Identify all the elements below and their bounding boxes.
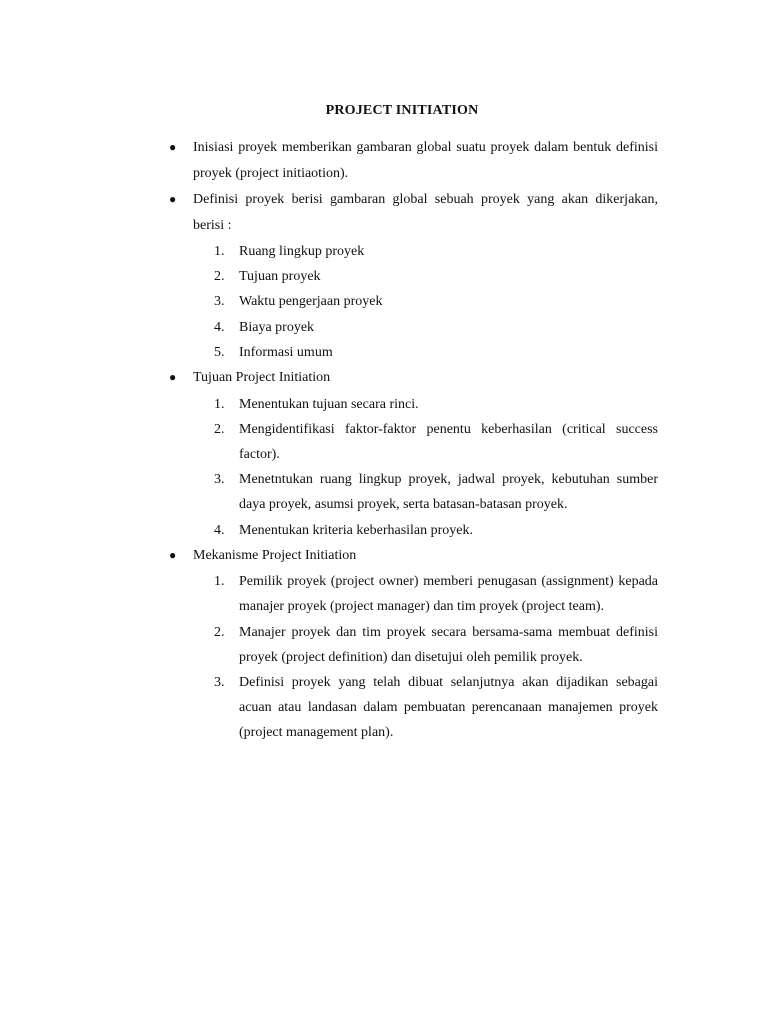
bullet-item: [168, 135, 658, 186]
list-item-number: 3.: [214, 675, 225, 691]
list-item: [214, 289, 658, 314]
bullet-text: Definisi proyek berisi gambaran global sebuah proyek yang akan dikerjakan, berisi :: [193, 192, 658, 233]
bullet-item: [168, 543, 658, 569]
list-item-text: Ruang lingkup proyek: [239, 244, 365, 259]
list-item: [214, 340, 658, 365]
list-item-text: Pemilik proyek (project owner) memberi penugasan (assignment) kepada manajer proyek (project manager) dan tim proyek (project team).: [239, 574, 658, 615]
list-item-number: 1.: [214, 244, 225, 259]
list-item-text: Menentukan tujuan secara rinci.: [239, 396, 419, 412]
list-item-number: 1.: [214, 396, 225, 412]
list-item-text: Definisi proyek yang telah dibuat selanjutnya akan dijadikan sebagai acuan atau landasan dalam pembuatan perencanaan manajemen proyek (project management plan).: [239, 675, 658, 741]
list-item-text: Informasi umum: [239, 344, 333, 360]
list-item: [214, 670, 658, 746]
list-item-text: Waktu pengerjaan proyek: [239, 294, 383, 310]
page-title: PROJECT INITIATION: [325, 103, 479, 118]
list-item-text: Manajer proyek dan tim proyek secara bersama-sama membuat definisi proyek (project definition) dan disetujui oleh pemilik proyek.: [239, 624, 658, 665]
list-item-number: 3.: [214, 294, 225, 310]
list-item-number: 2.: [214, 269, 225, 285]
bullet-dot-icon: ●: [169, 140, 177, 154]
bullet-dot-icon: ●: [169, 192, 177, 206]
list-item-number: 3.: [214, 472, 225, 488]
list-item-number: 1.: [214, 574, 225, 590]
list-item-number: 2.: [214, 421, 225, 437]
list-item: [214, 467, 658, 517]
bullet-item: [168, 187, 658, 238]
list-item-number: 4.: [214, 522, 225, 538]
list-item-number: 5.: [214, 344, 225, 360]
list-item-text: Menetntukan ruang lingkup proyek, jadwal proyek, kebutuhan sumber daya proyek, asumsi proyek, serta batasan-batasan proyek.: [239, 472, 658, 513]
list-item-text: Biaya proyek: [239, 319, 315, 335]
list-item-text: Menentukan kriteria keberhasilan proyek.: [239, 522, 474, 538]
list-item: [214, 620, 658, 670]
list-item: [214, 392, 658, 417]
list-item-number: 2.: [214, 624, 225, 640]
list-item-number: 4.: [214, 319, 225, 335]
list-item: [214, 417, 658, 467]
numbered-list: [168, 239, 658, 365]
list-item: [214, 239, 658, 264]
list-item-text: Tujuan proyek: [239, 269, 321, 285]
list-item: [214, 569, 658, 619]
numbered-list: [168, 569, 658, 745]
bullet-dot-icon: ●: [169, 370, 177, 385]
bullet-text: Mekanisme Project Initiation: [193, 547, 357, 563]
list-item: [214, 518, 658, 543]
document-body: [168, 135, 658, 746]
bullet-text: Inisiasi proyek memberikan gambaran global suatu proyek dalam bentuk definisi proyek (project initiaotion).: [193, 140, 658, 181]
bullet-dot-icon: ●: [169, 547, 177, 562]
bullet-text: Tujuan Project Initiation: [193, 370, 331, 386]
list-item: [214, 315, 658, 340]
list-item-text: Mengidentifikasi faktor-faktor penentu keberhasilan (critical success factor).: [239, 421, 658, 462]
numbered-list: [168, 392, 658, 543]
bullet-item: [168, 365, 658, 391]
list-item: [214, 264, 658, 289]
